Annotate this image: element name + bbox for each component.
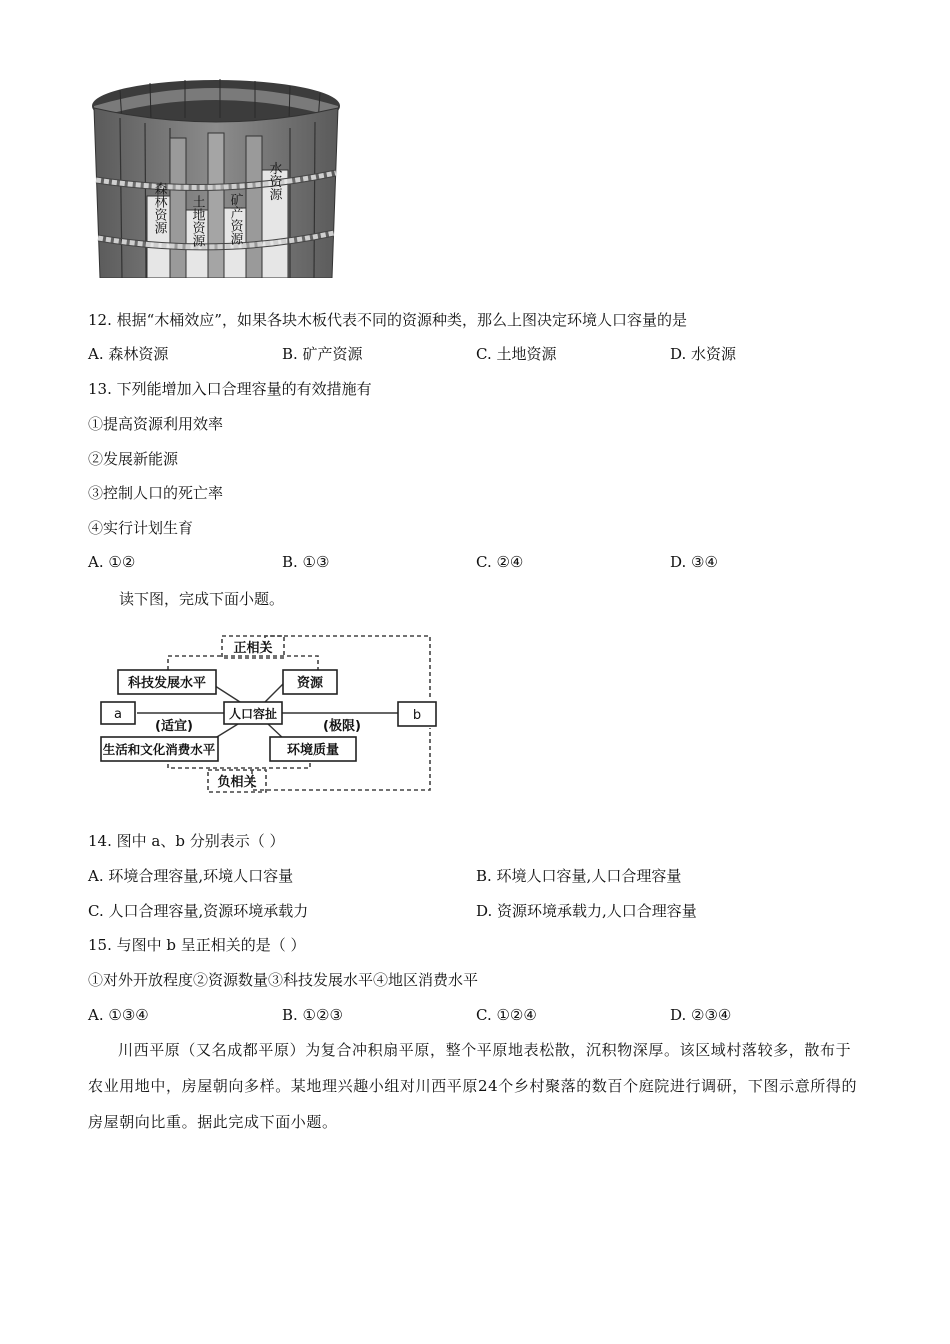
question-12-stem: 12. 根据“木桶效应”，如果各块木板代表不同的资源种类，那么上图决定环境人口容量的是: [88, 311, 687, 329]
q15-option-a: A. ①③④: [88, 1006, 149, 1024]
q13-option-a: A. ①②: [88, 553, 136, 571]
question-15-stem: 15. 与图中 b 呈正相关的是（ ）: [88, 936, 306, 954]
stave-label-mineral: 矿产资源: [227, 193, 243, 245]
q13-item-4: ④实行计划生育: [88, 519, 194, 537]
label-resource: 资源: [296, 676, 324, 691]
q15-option-b: B. ①②③: [282, 1006, 343, 1024]
label-tech-level: 科技发展水平: [127, 676, 207, 691]
label-environment-quality: 环境质量: [286, 743, 340, 758]
label-a: a: [114, 707, 122, 722]
q13-option-b: B. ①③: [282, 553, 330, 571]
bucket-effect-figure: [90, 78, 342, 278]
stave-label-forest: 森林资源: [151, 182, 167, 234]
q15-option-c: C. ①②④: [476, 1006, 537, 1024]
q12-option-c: C. 土地资源: [476, 345, 557, 363]
q12-option-a: A. 森林资源: [88, 345, 169, 363]
label-positive-correlation: 正相关: [233, 641, 273, 656]
label-limit: (极限): [323, 719, 361, 734]
q14-option-d: D. 资源环境承载力,人口合理容量: [476, 902, 697, 920]
question-13-stem: 13. 下列能增加入口合理容量的有效措施有: [88, 380, 372, 398]
stave-label-land: 土地资源: [189, 195, 205, 247]
q15-items: ①对外开放程度②资源数量③科技发展水平④地区消费水平: [88, 971, 479, 989]
q13-option-d: D. ③④: [670, 553, 718, 571]
q12-option-b: B. 矿产资源: [282, 345, 363, 363]
q14-option-a: A. 环境合理容量,环境人口容量: [88, 867, 294, 885]
label-b: b: [412, 708, 422, 723]
q14-option-b: B. 环境人口容量,人口合理容量: [476, 867, 682, 885]
question-14-stem: 14. 图中 a、b 分别表示（ ）: [88, 832, 285, 850]
passage-chuanxi-plain: 川西平原（又名成都平原）为复合冲积扇平原，整个平原地表松散，沉积物深厚。该区域村落较多，散布于农业用地中，房屋朝向多样。某地理兴趣小组对川西平原24个乡村聚落的数百个庭院进行调研，下图示意所得的房屋朝向比重。据此完成下面小题。: [88, 1041, 858, 1131]
q14-option-c: C. 人口合理容量,资源环境承载力: [88, 902, 309, 920]
label-negative-correlation: 负相关: [217, 775, 257, 790]
label-suitable: (适宜): [155, 719, 193, 734]
q15-option-d: D. ②③④: [670, 1006, 732, 1024]
q13-option-c: C. ②④: [476, 553, 524, 571]
label-living-consumption: 生活和文化消费水平: [102, 742, 216, 757]
q12-option-d: D. 水资源: [670, 345, 737, 363]
label-population-capacity: 人口容扯: [228, 707, 278, 721]
q13-item-3: ③控制人口的死亡率: [88, 484, 224, 502]
q13-item-1: ①提高资源利用效率: [88, 415, 224, 433]
population-capacity-diagram: [100, 632, 445, 802]
stave-label-water: 水资源: [266, 161, 282, 201]
diagram-intro: 读下图，完成下面小题。: [119, 590, 285, 608]
q13-item-2: ②发展新能源: [88, 450, 179, 468]
